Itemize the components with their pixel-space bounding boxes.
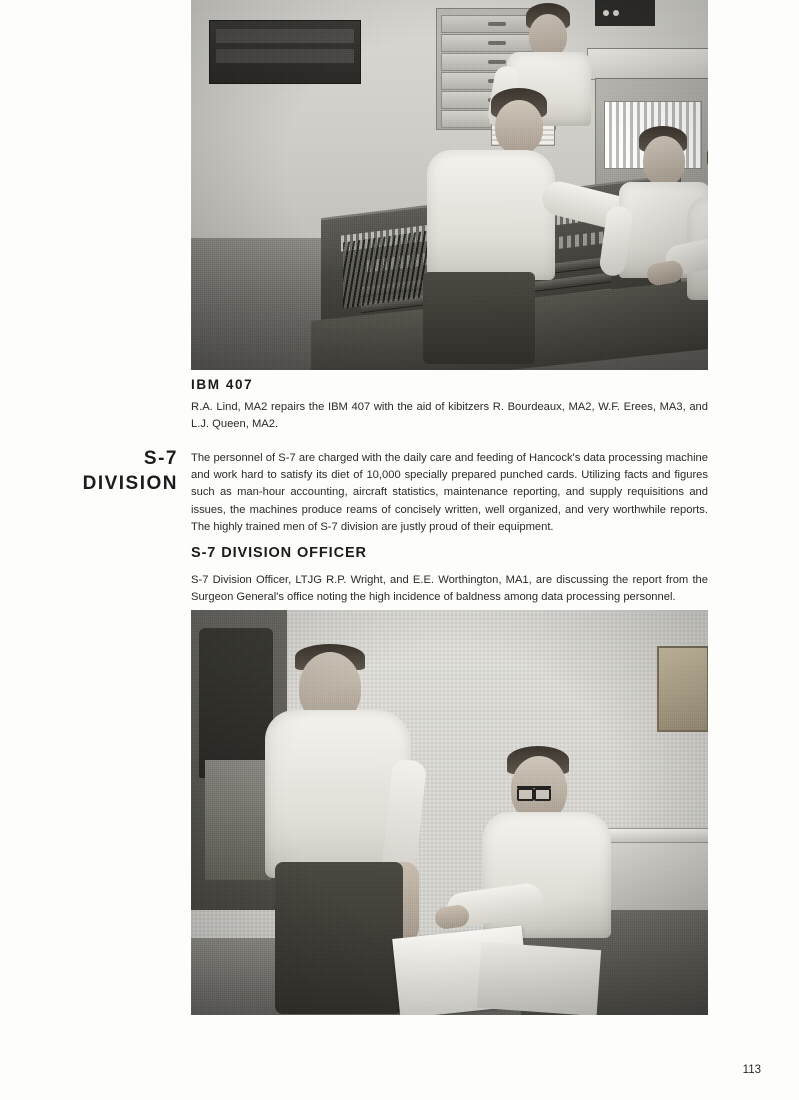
- wall-picture: [657, 646, 708, 732]
- equipment-rack: [209, 20, 361, 84]
- wall-panel: [595, 0, 655, 26]
- division-heading-line1: S-7: [143, 448, 178, 469]
- eyeglasses: [517, 786, 551, 798]
- division-officer-caption: S-7 Division Officer, LTJG R.P. Wright, and E.E. Worthington, MA1, are discussing the report from the Surgeon General's office noting the high incidence of baldness among data processing personnel.: [191, 574, 708, 604]
- division-heading: [60, 446, 178, 496]
- hanging-clothes: [205, 760, 271, 880]
- side-table: [587, 48, 708, 80]
- report-papers-secondary: [477, 942, 601, 1015]
- ibm-407-caption: R.A. Lind, MA2 repairs the IBM 407 with the aid of kibitzers R. Bourdeaux, MA2, W.F. Erees, MA3, and L.J. Queen, MA2.: [191, 401, 708, 430]
- division-body-text: The personnel of S-7 are charged with the daily care and feeding of Hancock's data processing machine and work hard to satisfy its diet of 10,000 specially prepared punched cards. Utilizing facts and figures such as man-hour accounting, aircraft statistics, maintenance reporting, and supply requisitions and issues, the machines produce reams of concisely written, well organized, and very worthwhile reports. The highly trained men of S-7 division are justly proud of their equipment.: [191, 452, 708, 533]
- division-heading-line2: DIVISION: [82, 473, 178, 494]
- ibm-407-heading: IBM 407: [191, 377, 254, 392]
- division-officer-photo: [191, 610, 708, 1015]
- ibm-407-photo: [191, 0, 708, 370]
- division-officer-heading: S-7 DIVISION OFFICER: [191, 545, 367, 561]
- page-number: 113: [742, 1064, 761, 1076]
- hanging-uniform: [199, 628, 273, 778]
